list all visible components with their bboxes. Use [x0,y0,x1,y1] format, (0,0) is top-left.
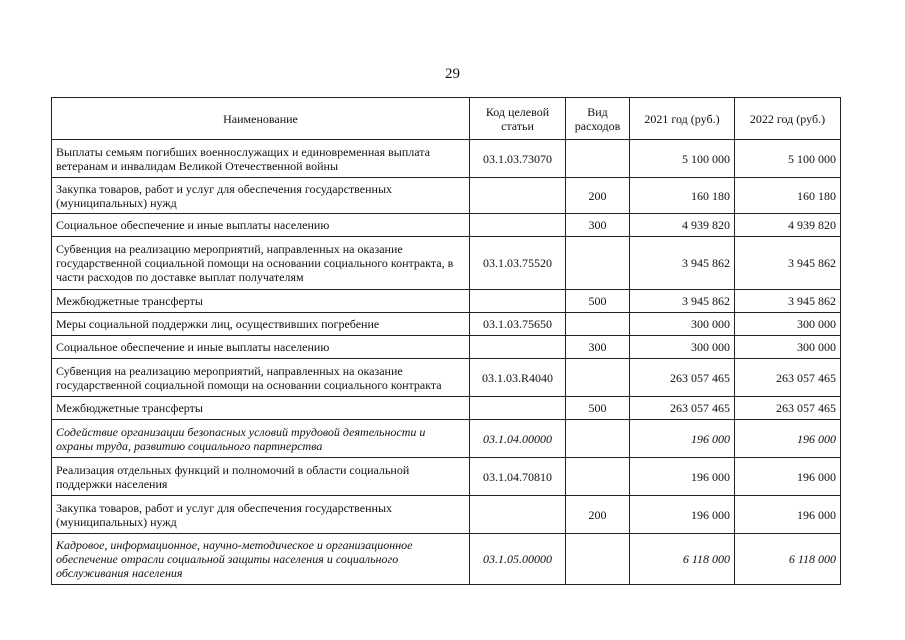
cell-kind [566,534,630,585]
cell-name: Социальное обеспечение и иные выплаты населению [52,214,470,237]
cell-name: Выплаты семьям погибших военнослужащих и единовременная выплата ветеранам и инвалидам Великой Отечественной войны [52,140,470,178]
table-row [52,178,841,214]
cell-name: Социальное обеспечение и иные выплаты населению [52,336,470,359]
cell-kind: 500 [566,290,630,313]
table-body [52,140,841,585]
table-row [52,397,841,420]
cell-code: 03.1.04.00000 [470,420,566,458]
table-row [52,336,841,359]
cell-code [470,178,566,214]
header-kind: Вид расходов [566,98,630,140]
cell-2021: 196 000 [630,458,735,496]
cell-2022: 6 118 000 [735,534,841,585]
table-row [52,359,841,397]
cell-kind: 500 [566,397,630,420]
cell-kind: 300 [566,214,630,237]
cell-code [470,214,566,237]
cell-kind [566,140,630,178]
table-row [52,420,841,458]
cell-kind [566,237,630,290]
cell-2021: 4 939 820 [630,214,735,237]
cell-kind [566,420,630,458]
cell-name: Меры социальной поддержки лиц, осуществивших погребение [52,313,470,336]
cell-2021: 3 945 862 [630,237,735,290]
cell-kind: 300 [566,336,630,359]
cell-2022: 196 000 [735,458,841,496]
cell-2022: 300 000 [735,313,841,336]
cell-2022: 263 057 465 [735,359,841,397]
cell-2021: 263 057 465 [630,397,735,420]
cell-name: Реализация отдельных функций и полномочий в области социальной поддержки населения [52,458,470,496]
table-row [52,534,841,585]
table-header-row [52,98,841,140]
cell-name: Субвенция на реализацию мероприятий, направленных на оказание государственной социальной помощи на основании социального контракта [52,359,470,397]
table-row [52,237,841,290]
cell-name: Закупка товаров, работ и услуг для обеспечения государственных (муниципальных) нужд [52,178,470,214]
cell-kind: 200 [566,496,630,534]
cell-2022: 3 945 862 [735,237,841,290]
cell-2021: 160 180 [630,178,735,214]
cell-code: 03.1.03.75520 [470,237,566,290]
cell-2022: 160 180 [735,178,841,214]
header-code: Код целевой статьи [470,98,566,140]
cell-name: Межбюджетные трансферты [52,290,470,313]
cell-name: Кадровое, информационное, научно-методическое и организационное обеспечение отрасли социальной защиты населения и социального обслуживания населения [52,534,470,585]
cell-2021: 6 118 000 [630,534,735,585]
cell-code: 03.1.04.70810 [470,458,566,496]
cell-2022: 196 000 [735,496,841,534]
cell-2021: 196 000 [630,420,735,458]
table-row [52,214,841,237]
cell-name: Содействие организации безопасных условий трудовой деятельности и охраны труда, развитию социального партнерства [52,420,470,458]
cell-2021: 5 100 000 [630,140,735,178]
cell-kind [566,313,630,336]
cell-name: Закупка товаров, работ и услуг для обеспечения государственных (муниципальных) нужд [52,496,470,534]
cell-code [470,336,566,359]
header-2021: 2021 год (руб.) [630,98,735,140]
cell-2021: 263 057 465 [630,359,735,397]
cell-2022: 300 000 [735,336,841,359]
table-row [52,313,841,336]
cell-2022: 5 100 000 [735,140,841,178]
budget-table [51,97,841,585]
cell-name: Межбюджетные трансферты [52,397,470,420]
cell-2022: 196 000 [735,420,841,458]
table-row [52,496,841,534]
cell-2022: 4 939 820 [735,214,841,237]
cell-2021: 3 945 862 [630,290,735,313]
cell-code: 03.1.03.73070 [470,140,566,178]
cell-2021: 300 000 [630,313,735,336]
table-row [52,290,841,313]
cell-code [470,397,566,420]
cell-2021: 196 000 [630,496,735,534]
cell-2022: 263 057 465 [735,397,841,420]
table-row [52,458,841,496]
page-number: 29 [445,66,460,82]
cell-kind [566,359,630,397]
cell-code [470,496,566,534]
cell-code: 03.1.03.R4040 [470,359,566,397]
table-row [52,140,841,178]
cell-code: 03.1.03.75650 [470,313,566,336]
header-name: Наименование [52,98,470,140]
cell-name: Субвенция на реализацию мероприятий, направленных на оказание государственной социальной помощи на основании социального контракта, в части расходов по доставке выплат получателям [52,237,470,290]
cell-code [470,290,566,313]
cell-kind: 200 [566,178,630,214]
cell-2021: 300 000 [630,336,735,359]
cell-code: 03.1.05.00000 [470,534,566,585]
cell-kind [566,458,630,496]
header-2022: 2022 год (руб.) [735,98,841,140]
cell-2022: 3 945 862 [735,290,841,313]
